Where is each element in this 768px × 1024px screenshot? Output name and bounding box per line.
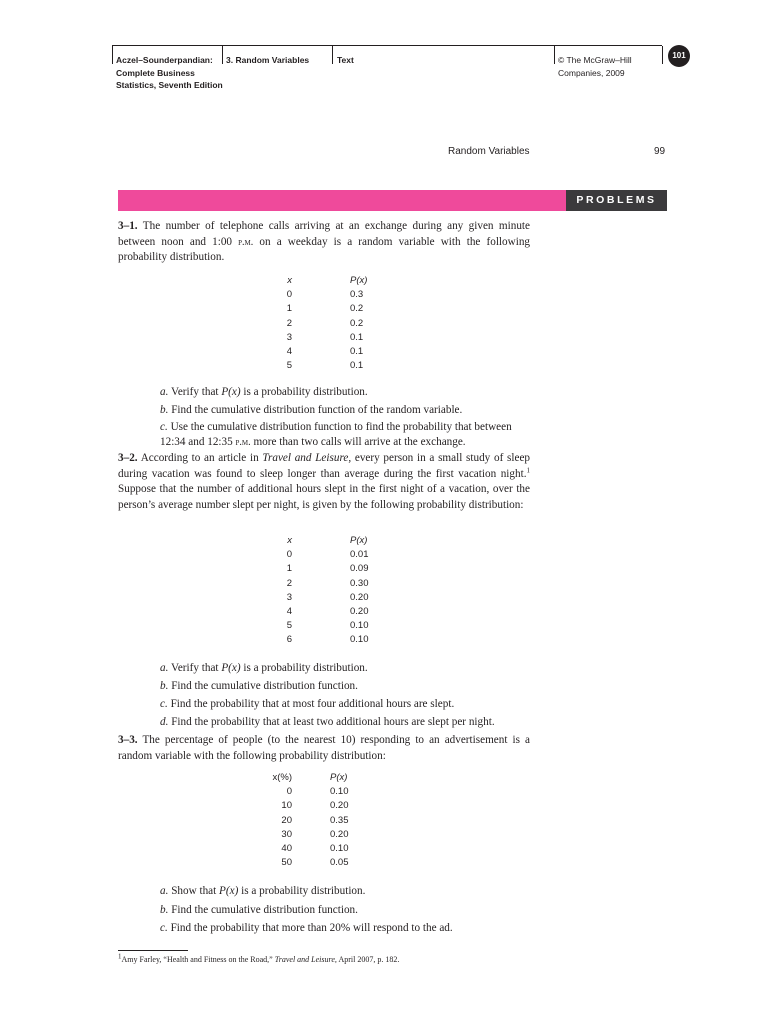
probability-table: x(%) P(x) 0 0.10 10 0.20 20 0.35 30 0.20 40 0.10 50 0.05	[238, 771, 390, 870]
problem-3-3-text: 3–3. The percentage of people (to the nearest 10) responding to an advertisement is a random variable with the following probability distribution:	[118, 734, 530, 762]
problem-number: 3–2.	[118, 452, 138, 464]
problems-accent-bar	[118, 190, 566, 211]
table-row: 0 0.01	[286, 549, 369, 561]
problem-number: 3–1.	[118, 220, 138, 232]
list-item: d. Find the probability that at least two additional hours are slept per night.	[160, 716, 495, 728]
page-badge: 101	[668, 45, 690, 67]
table-row: 3 0.20	[286, 591, 369, 603]
table-row: 5 0.1	[286, 360, 364, 372]
probability-table: x P(x) 0 0.3 1 0.2 2 0.2 3 0.1 4 0.1 5 0.1	[238, 274, 410, 373]
header-divider	[662, 46, 663, 64]
problem-number: 3–3.	[118, 734, 138, 746]
table-row: 4 0.20	[286, 606, 369, 618]
header-rule	[112, 45, 662, 46]
list-item: a. Verify that P(x) is a probability distribution.	[160, 386, 368, 398]
header-divider	[554, 46, 555, 64]
list-item: b. Find the cumulative distribution function.	[160, 680, 358, 692]
list-item: a. Verify that P(x) is a probability distribution.	[160, 662, 368, 674]
list-item: c. Use the cumulative distribution function to find the probability that between 12:34 and 12:35 p.m. more than two calls will arrive at the exchange.	[160, 421, 512, 449]
table-row: 30 0.20	[281, 828, 349, 840]
list-item: c. Find the probability that more than 20% will respond to the ad.	[160, 922, 453, 934]
problem-3-2-text: 3–2. According to an article in Travel and Leisure, every person in a small study of sleep during vacation was found to sleep longer than average during the first vacation night.$^1$ Suppose that the number of additional hours slept in the first night of a vacation, over the person’s average number slept per night, is given by the following probability distribution:	[118, 452, 531, 511]
table-row: 10 0.20	[281, 800, 349, 812]
table-row: 1 0.09	[286, 563, 369, 575]
table-row: 2 0.30	[286, 577, 369, 589]
footnote: $^1$Amy Farley, “Health and Fitness on the Road,” Travel and Leisure, April 2007, p. 182.	[118, 952, 400, 964]
table-row: 3 0.1	[286, 331, 364, 343]
table-row: 2 0.2	[286, 317, 364, 329]
header-divider	[332, 46, 333, 64]
probability-table: x P(x) 0 0.01 1 0.09 2 0.30 3 0.20 4 0.20 5 0.10 6 0.10	[238, 534, 410, 648]
table-row: 40 0.10	[281, 843, 349, 855]
list-item: b. Find the cumulative distribution function of the random variable.	[160, 404, 463, 416]
table-row: 0 0.10	[286, 786, 349, 798]
running-title: Random Variables	[448, 146, 530, 157]
list-item: b. Find the cumulative distribution function.	[160, 904, 358, 916]
header-divider	[112, 46, 113, 64]
list-item: c. Find the probability that at most four additional hours are slept.	[160, 698, 455, 710]
problem-3-1-text: 3–1. The number of telephone calls arriving at an exchange during any given minute between noon and 1:00 p.m. on a weekday is a random variable with the following probability distribution.	[118, 220, 531, 264]
chapter-name: 3. Random Variables	[226, 55, 310, 65]
table-row: 6 0.10	[286, 634, 369, 646]
copyright-notice: © The McGraw–Hill Companies, 2009	[558, 55, 632, 78]
list-item: a. Show that P(x) is a probability distribution.	[160, 885, 366, 897]
book-title: Aczel–Sounderpandian: Complete Business Statistics, Seventh Edition	[116, 55, 223, 90]
page-number: 99	[654, 146, 666, 157]
table-row: 4 0.1	[286, 346, 364, 358]
table-row: 20 0.35	[281, 814, 349, 826]
footnote-rule	[118, 950, 188, 951]
table-row: 5 0.10	[286, 620, 369, 632]
table-row: 1 0.2	[286, 303, 364, 315]
table-row: 0 0.3	[286, 289, 364, 301]
section-name: Text	[337, 55, 354, 65]
problems-heading: PROBLEMS	[566, 190, 667, 211]
table-row: 50 0.05	[281, 857, 349, 869]
